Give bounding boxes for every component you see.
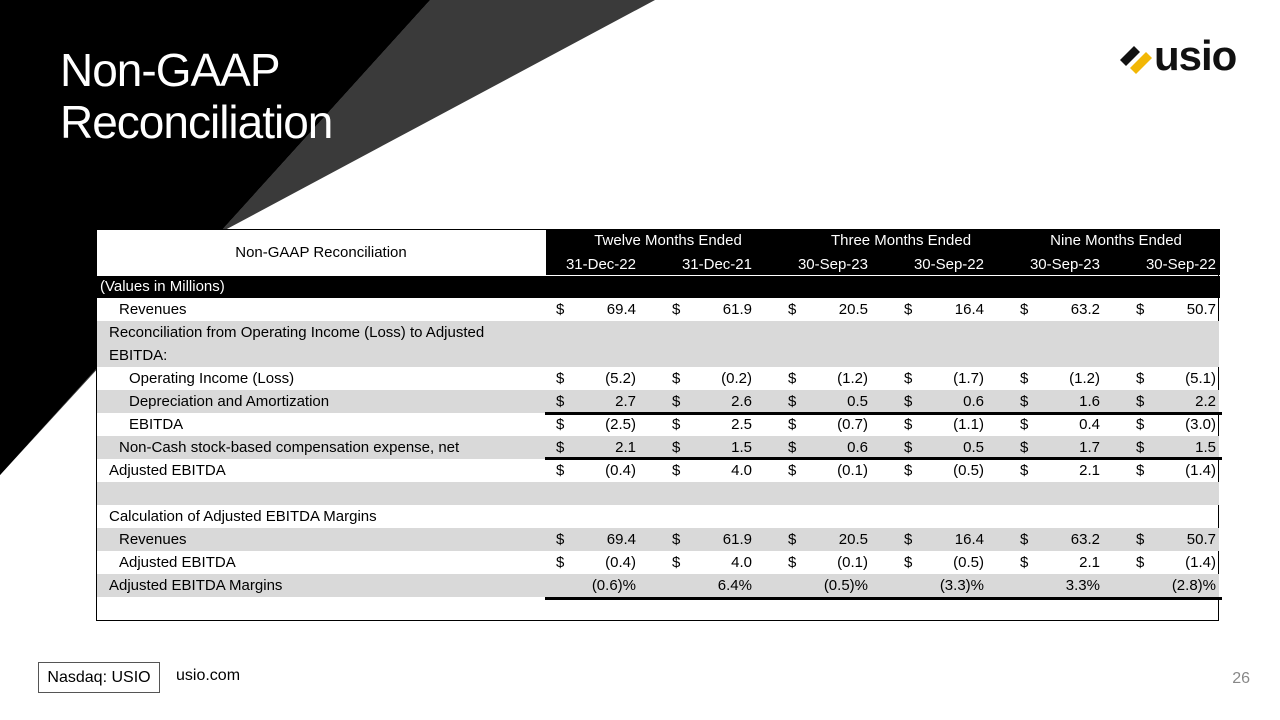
cell-value: (0.5) xyxy=(953,462,984,479)
currency-symbol: $ xyxy=(788,301,797,318)
column-date-header: 30-Sep-22 xyxy=(1145,256,1216,273)
title-line-1: Non-GAAP xyxy=(60,44,280,96)
currency-symbol: $ xyxy=(788,531,797,548)
cell-value: (1.2) xyxy=(1069,370,1100,387)
table-row xyxy=(97,482,1219,505)
cell-value: 0.5 xyxy=(847,393,868,410)
currency-symbol: $ xyxy=(1136,301,1145,318)
cell-value: 69.4 xyxy=(606,531,636,548)
cell-value: 63.2 xyxy=(1070,301,1100,318)
currency-symbol: $ xyxy=(788,370,797,387)
cell-value: (2.8)% xyxy=(1171,577,1216,594)
currency-symbol: $ xyxy=(672,393,681,410)
currency-symbol: $ xyxy=(556,416,565,433)
cell-value: (0.7) xyxy=(837,416,868,433)
cell-value: 1.7 xyxy=(1079,439,1100,456)
currency-symbol: $ xyxy=(788,462,797,479)
cell-value: 4.0 xyxy=(731,462,752,479)
currency-symbol: $ xyxy=(904,439,913,456)
currency-symbol: $ xyxy=(672,531,681,548)
currency-symbol: $ xyxy=(1020,393,1029,410)
row-label: Adjusted EBITDA xyxy=(109,462,226,479)
currency-symbol: $ xyxy=(1020,439,1029,456)
row-label: EBITDA xyxy=(129,416,184,433)
currency-symbol: $ xyxy=(556,370,565,387)
currency-symbol: $ xyxy=(788,416,797,433)
table-row xyxy=(97,528,1219,551)
cell-value: (5.1) xyxy=(1185,370,1216,387)
column-date-header: 31-Dec-22 xyxy=(565,256,636,273)
currency-symbol: $ xyxy=(904,531,913,548)
cell-value: 1.6 xyxy=(1079,393,1100,410)
cell-value: 16.4 xyxy=(954,301,984,318)
cell-value: 1.5 xyxy=(731,439,752,456)
currency-symbol: $ xyxy=(904,301,913,318)
ticker-badge: Nasdaq: USIO xyxy=(38,662,160,693)
cell-value: (1.4) xyxy=(1185,462,1216,479)
cell-value: 4.0 xyxy=(731,554,752,571)
row-label: Calculation of Adjusted EBITDA Margins xyxy=(109,508,377,525)
cell-value: (0.4) xyxy=(605,462,636,479)
logo-text: usio xyxy=(1154,32,1237,79)
cell-value: 2.1 xyxy=(615,439,636,456)
currency-symbol: $ xyxy=(672,462,681,479)
currency-symbol: $ xyxy=(556,393,565,410)
currency-symbol: $ xyxy=(788,439,797,456)
cell-value: 0.4 xyxy=(1079,416,1100,433)
row-label: Adjusted EBITDA xyxy=(119,554,236,571)
currency-symbol: $ xyxy=(904,462,913,479)
table-header-label: Non-GAAP Reconciliation xyxy=(235,243,407,261)
page-title xyxy=(60,44,332,148)
cell-value: 63.2 xyxy=(1070,531,1100,548)
table-row xyxy=(97,298,1219,321)
column-group-header: Three Months Ended xyxy=(830,232,972,249)
currency-symbol: $ xyxy=(1020,462,1029,479)
table-row xyxy=(97,551,1219,574)
usio-logo xyxy=(1116,32,1256,82)
currency-symbol: $ xyxy=(1020,554,1029,571)
row-label: Depreciation and Amortization xyxy=(129,393,330,410)
cell-value: 69.4 xyxy=(606,301,636,318)
currency-symbol: $ xyxy=(556,439,565,456)
cell-value: 0.5 xyxy=(963,439,984,456)
currency-symbol: $ xyxy=(672,416,681,433)
currency-symbol: $ xyxy=(904,416,913,433)
currency-symbol: $ xyxy=(556,531,565,548)
row-label: Reconciliation from Operating Income (Loss) to Adjusted EBITDA: xyxy=(109,324,485,364)
table-row xyxy=(97,367,1219,390)
cell-value: 61.9 xyxy=(722,531,752,548)
cell-value: 2.5 xyxy=(731,416,752,433)
cell-value: 0.6 xyxy=(847,439,868,456)
title-line-2: Reconciliation xyxy=(60,96,333,148)
subtotal-rule xyxy=(545,412,1222,415)
cell-value: (0.5)% xyxy=(823,577,868,594)
cell-value: (3.3)% xyxy=(939,577,984,594)
currency-symbol: $ xyxy=(1136,439,1145,456)
website-link[interactable]: usio.com xyxy=(176,667,241,684)
currency-symbol: $ xyxy=(672,439,681,456)
cell-value: (3.0) xyxy=(1185,416,1216,433)
table-row xyxy=(97,390,1219,413)
row-label: Revenues xyxy=(119,531,187,548)
currency-symbol: $ xyxy=(904,554,913,571)
cell-value: 20.5 xyxy=(838,531,868,548)
currency-symbol: $ xyxy=(672,554,681,571)
cell-value: (1.7) xyxy=(953,370,984,387)
cell-value: (0.2) xyxy=(721,370,752,387)
cell-value: 50.7 xyxy=(1186,531,1216,548)
cell-value: 2.7 xyxy=(615,393,636,410)
cell-value: (2.5) xyxy=(605,416,636,433)
page-number: 26 xyxy=(1232,670,1250,687)
logo-mark-icon xyxy=(1116,40,1156,80)
currency-symbol: $ xyxy=(556,554,565,571)
currency-symbol: $ xyxy=(1136,370,1145,387)
cell-value: (0.5) xyxy=(953,554,984,571)
cell-value: 2.1 xyxy=(1079,554,1100,571)
subtotal-rule xyxy=(545,457,1222,460)
currency-symbol: $ xyxy=(1020,416,1029,433)
table-row xyxy=(97,321,1219,367)
cell-value: 2.2 xyxy=(1195,393,1216,410)
cell-value: (0.6)% xyxy=(591,577,636,594)
currency-symbol: $ xyxy=(1136,393,1145,410)
row-label: Non-Cash stock-based compensation expense, net xyxy=(119,439,460,456)
cell-value: 6.4% xyxy=(717,577,752,594)
currency-symbol: $ xyxy=(1136,554,1145,571)
currency-symbol: $ xyxy=(672,370,681,387)
currency-symbol: $ xyxy=(672,301,681,318)
cell-value: 20.5 xyxy=(838,301,868,318)
currency-symbol: $ xyxy=(1020,301,1029,318)
currency-symbol: $ xyxy=(1136,462,1145,479)
cell-value: (0.4) xyxy=(605,554,636,571)
cell-value: 50.7 xyxy=(1186,301,1216,318)
cell-value: (5.2) xyxy=(605,370,636,387)
table-row xyxy=(97,459,1219,482)
row-label: Operating Income (Loss) xyxy=(129,370,295,387)
cell-value: 16.4 xyxy=(954,531,984,548)
currency-symbol: $ xyxy=(904,393,913,410)
currency-symbol: $ xyxy=(904,370,913,387)
currency-symbol: $ xyxy=(1136,531,1145,548)
table-row xyxy=(97,505,1219,528)
cell-value: (1.2) xyxy=(837,370,868,387)
units-row: (Values in Millions) xyxy=(96,276,1220,298)
column-date-header: 30-Sep-23 xyxy=(797,256,868,273)
column-date-header: 30-Sep-22 xyxy=(913,256,984,273)
table-row xyxy=(97,436,1219,459)
column-group-header: Nine Months Ended xyxy=(1050,232,1182,249)
subtotal-rule xyxy=(545,597,1222,600)
cell-value: 3.3% xyxy=(1065,577,1100,594)
table-row xyxy=(97,574,1219,597)
currency-symbol: $ xyxy=(556,462,565,479)
cell-value: (1.4) xyxy=(1185,554,1216,571)
cell-value: (1.1) xyxy=(953,416,984,433)
cell-value: (0.1) xyxy=(837,462,868,479)
row-label: Adjusted EBITDA Margins xyxy=(109,577,283,594)
table-row xyxy=(97,413,1219,436)
currency-symbol: $ xyxy=(788,393,797,410)
cell-value: 0.6 xyxy=(963,393,984,410)
cell-value: 2.1 xyxy=(1079,462,1100,479)
column-group-header: Twelve Months Ended xyxy=(594,232,742,249)
cell-value: 61.9 xyxy=(722,301,752,318)
column-date-header: 31-Dec-21 xyxy=(681,256,752,273)
row-label: Revenues xyxy=(119,301,187,318)
column-date-header: 30-Sep-23 xyxy=(1029,256,1100,273)
currency-symbol: $ xyxy=(1020,370,1029,387)
currency-symbol: $ xyxy=(556,301,565,318)
cell-value: (0.1) xyxy=(837,554,868,571)
currency-symbol: $ xyxy=(1020,531,1029,548)
currency-symbol: $ xyxy=(1136,416,1145,433)
currency-symbol: $ xyxy=(788,554,797,571)
cell-value: 1.5 xyxy=(1195,439,1216,456)
cell-value: 2.6 xyxy=(731,393,752,410)
